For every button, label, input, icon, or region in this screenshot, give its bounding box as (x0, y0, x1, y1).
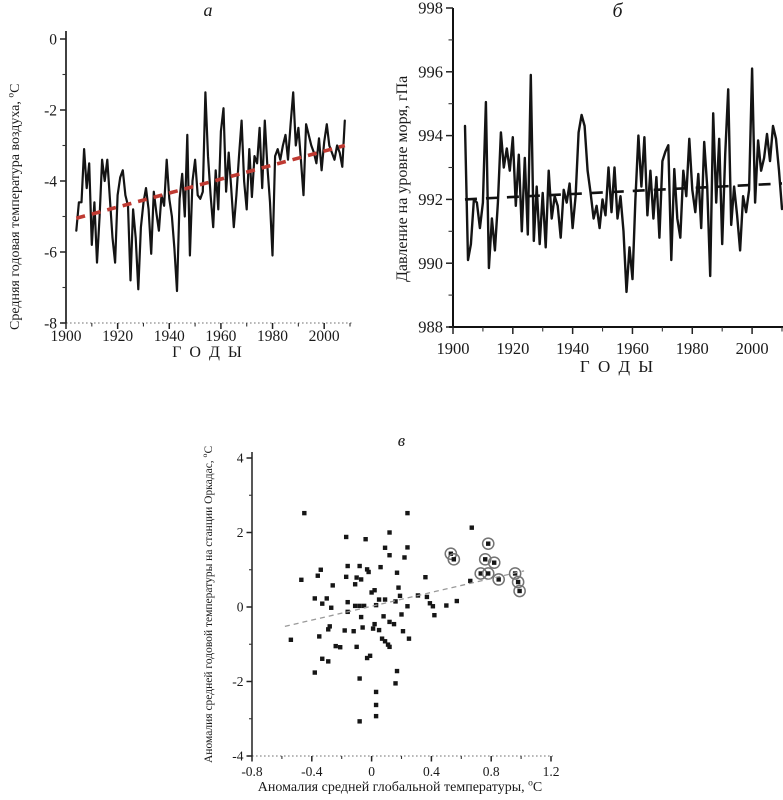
svg-text:990: 990 (418, 253, 443, 273)
svg-text:-4: -4 (232, 748, 244, 764)
svg-text:4: 4 (236, 450, 244, 466)
panel-b-y-axis-label: Давление на уровне моря, гПа (394, 75, 411, 282)
svg-text:-2: -2 (44, 102, 57, 120)
panel-c-plot (195, 415, 585, 800)
svg-text:1900: 1900 (436, 339, 470, 358)
svg-text:2: 2 (236, 525, 244, 541)
svg-text:1980: 1980 (257, 328, 289, 345)
svg-text:-0.8: -0.8 (241, 764, 263, 779)
axes (232, 451, 559, 779)
svg-text:0: 0 (368, 764, 375, 779)
data-line (465, 69, 782, 292)
panel-a-title: а (203, 0, 213, 20)
svg-text:1980: 1980 (675, 339, 709, 358)
panel-c-y-unit: С (203, 445, 215, 454)
panel-a-x-axis-label: Г О Д Ы (172, 344, 244, 361)
svg-text:1920: 1920 (496, 339, 530, 358)
svg-text:-8: -8 (44, 315, 57, 333)
svg-text:0.4: 0.4 (422, 764, 440, 779)
svg-text:-4: -4 (44, 173, 57, 191)
svg-text:1960: 1960 (615, 339, 649, 358)
panel-c-y-degree-sup: о (200, 453, 210, 458)
svg-text:1940: 1940 (153, 328, 185, 345)
panel-c-x-degree-sup: о (528, 778, 533, 789)
svg-text:2000: 2000 (735, 339, 769, 358)
svg-text:-6: -6 (44, 244, 57, 262)
panel-c-y-axis-label-text: Аномалия средней годовой температуры на станции Оркадас, (203, 457, 215, 763)
svg-text:1920: 1920 (102, 328, 134, 345)
svg-text:-0.4: -0.4 (301, 764, 323, 779)
panel-c (195, 415, 585, 800)
panel-b (390, 0, 783, 390)
svg-text:996: 996 (418, 62, 443, 82)
svg-text:994: 994 (418, 126, 443, 146)
svg-text:1.2: 1.2 (542, 764, 560, 779)
panel-b-plot (390, 0, 783, 390)
panel-b-title: б (612, 0, 623, 22)
svg-text:1900: 1900 (50, 328, 82, 345)
data-line (76, 92, 345, 291)
svg-text:2000: 2000 (308, 328, 340, 345)
panel-c-x-axis-label-text: Аномалия средней глобальной температуры, (257, 780, 529, 795)
panel-a-degree-sup: о (6, 92, 17, 98)
panel-c-y-axis-label (200, 445, 215, 763)
panel-c-title: в (397, 431, 406, 450)
panel-a-y-axis-label (8, 83, 24, 330)
svg-text:-2: -2 (232, 674, 244, 690)
svg-text:0: 0 (236, 599, 244, 615)
panel-c-x-unit: С (532, 780, 543, 795)
panel-a-unit: С (8, 83, 23, 93)
svg-text:1940: 1940 (556, 339, 590, 358)
panel-a-y-axis-label-text: Средняя годовая температура воздуха, (8, 97, 23, 330)
svg-text:998: 998 (418, 0, 443, 18)
panel-a (0, 0, 390, 385)
svg-text:0: 0 (49, 31, 57, 49)
axes (418, 0, 783, 358)
svg-text:1960: 1960 (205, 328, 237, 345)
panel-c-x-axis-label (235, 780, 565, 796)
svg-text:0.8: 0.8 (482, 764, 500, 779)
svg-text:988: 988 (418, 317, 443, 337)
panel-a-plot (0, 0, 390, 385)
svg-text:992: 992 (418, 190, 443, 210)
panel-b-x-axis-label: Г О Д Ы (579, 357, 656, 376)
trend-line (285, 571, 524, 627)
